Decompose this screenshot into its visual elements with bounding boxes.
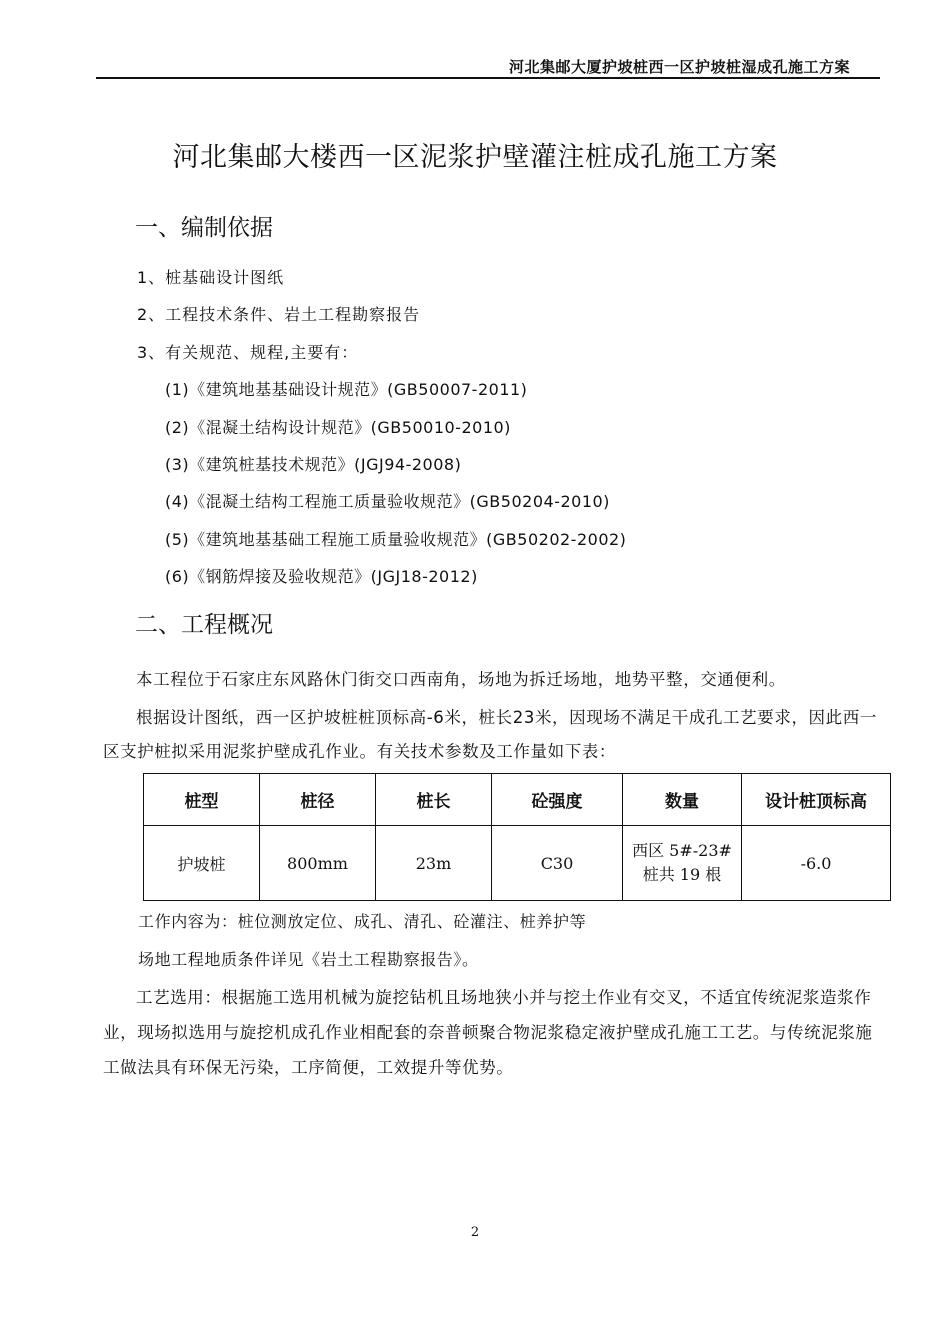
- standard-item-1: (1)《建筑地基基础设计规范》(GB50007-2011): [165, 380, 528, 399]
- overview-paragraph-location: 本工程位于石家庄东风路休门街交口西南角，场地为拆迁场地，地势平整，交通便利。: [136, 670, 786, 689]
- header-divider: [96, 77, 880, 79]
- basis-item-1: 1、桩基础设计图纸: [137, 268, 285, 287]
- table-cell: 护坡桩: [144, 826, 260, 901]
- overview-paragraph-design: 根据设计图纸，西一区护坡桩桩顶标高-6米，桩长23米，因现场不满足干成孔工艺要求，因此西一区支护桩拟采用泥浆护壁成孔作业。有关技术参数及工作量如下表：: [103, 708, 877, 761]
- table-header-cell: 桩径: [260, 774, 376, 826]
- table-cell: 23m: [376, 826, 492, 901]
- table-cell: C30: [492, 826, 623, 901]
- standard-item-2: (2)《混凝土结构设计规范》(GB50010-2010): [165, 418, 511, 437]
- section-heading-overview: 二、工程概况: [135, 612, 273, 638]
- standard-item-5: (5)《建筑地基基础工程施工质量验收规范》(GB50202-2002): [165, 530, 627, 549]
- table-header-cell: 设计桩顶标高: [742, 774, 891, 826]
- section-heading-basis: 一、编制依据: [135, 215, 273, 241]
- table-cell-quantity: [623, 826, 742, 901]
- pile-parameters-table: [143, 773, 891, 901]
- standard-item-3: (3)《建筑桩基技术规范》(JGJ94-2008): [165, 455, 462, 474]
- quantity-line-1: 西区 5#-23#: [632, 841, 732, 860]
- basis-item-2: 2、工程技术条件、岩土工程勘察报告: [137, 305, 421, 324]
- table-header-cell: 桩长: [376, 774, 492, 826]
- document-title: 河北集邮大楼西一区泥浆护壁灌注桩成孔施工方案: [172, 142, 778, 173]
- table-row: [144, 826, 891, 901]
- table-header-cell: 砼强度: [492, 774, 623, 826]
- basis-item-3: 3、有关规范、规程,主要有：: [137, 343, 359, 362]
- running-header: 河北集邮大厦护坡桩西一区护坡桩湿成孔施工方案: [508, 58, 850, 76]
- standard-item-4: (4)《混凝土结构工程施工质量验收规范》(GB50204-2010): [165, 492, 610, 511]
- table-cell: 800mm: [260, 826, 376, 901]
- work-content-text: 工作内容为：桩位测放定位、成孔、清孔、砼灌注、桩养护等: [138, 912, 587, 931]
- page-number: 2: [470, 1225, 480, 1240]
- standard-item-6: (6)《钢筋焊接及验收规范》(JGJ18-2012): [165, 567, 478, 586]
- table-header-row: [144, 774, 891, 826]
- quantity-line-2: 桩共 19 根: [642, 865, 722, 884]
- table-header-cell: 数量: [623, 774, 742, 826]
- geology-text: 场地工程地质条件详见《岩土工程勘察报告》。: [138, 950, 479, 969]
- table-cell: -6.0: [742, 826, 891, 901]
- table-header-cell: 桩型: [144, 774, 260, 826]
- process-paragraph: 工艺选用：根据施工选用机械为旋挖钻机且场地狭小并与挖土作业有交叉，不适宜传统泥浆造浆作业，现场拟选用与旋挖机成孔作业相配套的奈普顿聚合物泥浆稳定液护壁成孔施工工艺。与传统泥浆施工做法具有环保无污染，工序简便，工效提升等优势。: [103, 988, 873, 1077]
